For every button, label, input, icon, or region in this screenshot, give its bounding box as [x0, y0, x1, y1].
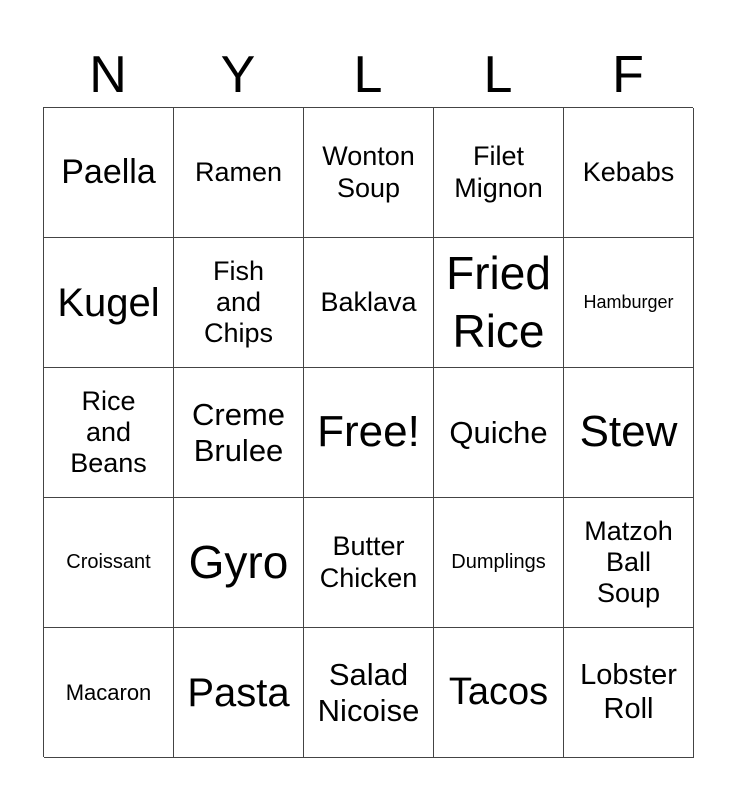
- bingo-cell[interactable]: [44, 108, 174, 238]
- cell-label: Dumplings: [451, 551, 546, 573]
- header-letter-2: Y: [220, 46, 256, 104]
- bingo-cell[interactable]: [44, 368, 174, 498]
- bingo-cell[interactable]: [304, 628, 434, 758]
- cell-label: Matzoh Ball Soup: [584, 515, 673, 609]
- free-space-label: Free!: [317, 407, 420, 457]
- bingo-cell[interactable]: [564, 238, 694, 368]
- cell-label: Ramen: [194, 156, 283, 187]
- cell-label: Rice and Beans: [70, 385, 147, 479]
- bingo-cell[interactable]: [174, 368, 304, 498]
- bingo-cell[interactable]: [174, 498, 304, 628]
- bingo-cell[interactable]: [434, 628, 564, 758]
- bingo-cell[interactable]: [564, 108, 694, 238]
- cell-label: Stew: [579, 407, 678, 457]
- bingo-cell[interactable]: [304, 498, 434, 628]
- bingo-cell[interactable]: [44, 628, 174, 758]
- cell-label: Kebabs: [582, 156, 675, 187]
- cell-label: Lobster Roll: [580, 659, 677, 725]
- header-letter-3: L: [353, 46, 383, 104]
- header-letter-1: N: [89, 46, 127, 104]
- bingo-cell[interactable]: [434, 238, 564, 368]
- cell-label: Fried Rice: [446, 247, 551, 357]
- cell-label: Macaron: [65, 679, 152, 705]
- header-letter-4: L: [483, 46, 513, 104]
- bingo-cell[interactable]: [564, 498, 694, 628]
- bingo-cell[interactable]: [44, 238, 174, 368]
- bingo-cell[interactable]: [304, 108, 434, 238]
- bingo-header: [43, 42, 693, 108]
- bingo-cell[interactable]: [174, 238, 304, 368]
- cell-label: Quiche: [449, 414, 548, 450]
- cell-label: Salad Nicoise: [317, 656, 420, 728]
- cell-label: Creme Brulee: [191, 396, 285, 468]
- cell-label: Pasta: [187, 670, 290, 715]
- bingo-cell[interactable]: [564, 628, 694, 758]
- cell-label: Fish and Chips: [203, 255, 274, 349]
- bingo-cell[interactable]: [434, 498, 564, 628]
- bingo-cell[interactable]: [434, 108, 564, 238]
- cell-label: Kugel: [57, 280, 160, 325]
- bingo-cell[interactable]: [434, 368, 564, 498]
- cell-label: Hamburger: [583, 292, 674, 313]
- bingo-cell[interactable]: [174, 628, 304, 758]
- bingo-cell[interactable]: [304, 238, 434, 368]
- free-space-cell[interactable]: [304, 368, 434, 498]
- cell-label: Baklava: [320, 286, 417, 317]
- cell-label: Tacos: [448, 670, 549, 713]
- cell-label: Gyro: [188, 536, 289, 589]
- cell-label: Filet Mignon: [454, 141, 543, 203]
- cell-label: Wonton Soup: [322, 141, 415, 203]
- bingo-cell[interactable]: [564, 368, 694, 498]
- header-letter-5: F: [612, 46, 644, 104]
- cell-label: Butter Chicken: [319, 531, 418, 593]
- bingo-board: [43, 107, 693, 757]
- cell-label: Paella: [61, 152, 156, 191]
- bingo-cell[interactable]: [174, 108, 304, 238]
- bingo-cell[interactable]: [44, 498, 174, 628]
- cell-label: Croissant: [66, 551, 151, 573]
